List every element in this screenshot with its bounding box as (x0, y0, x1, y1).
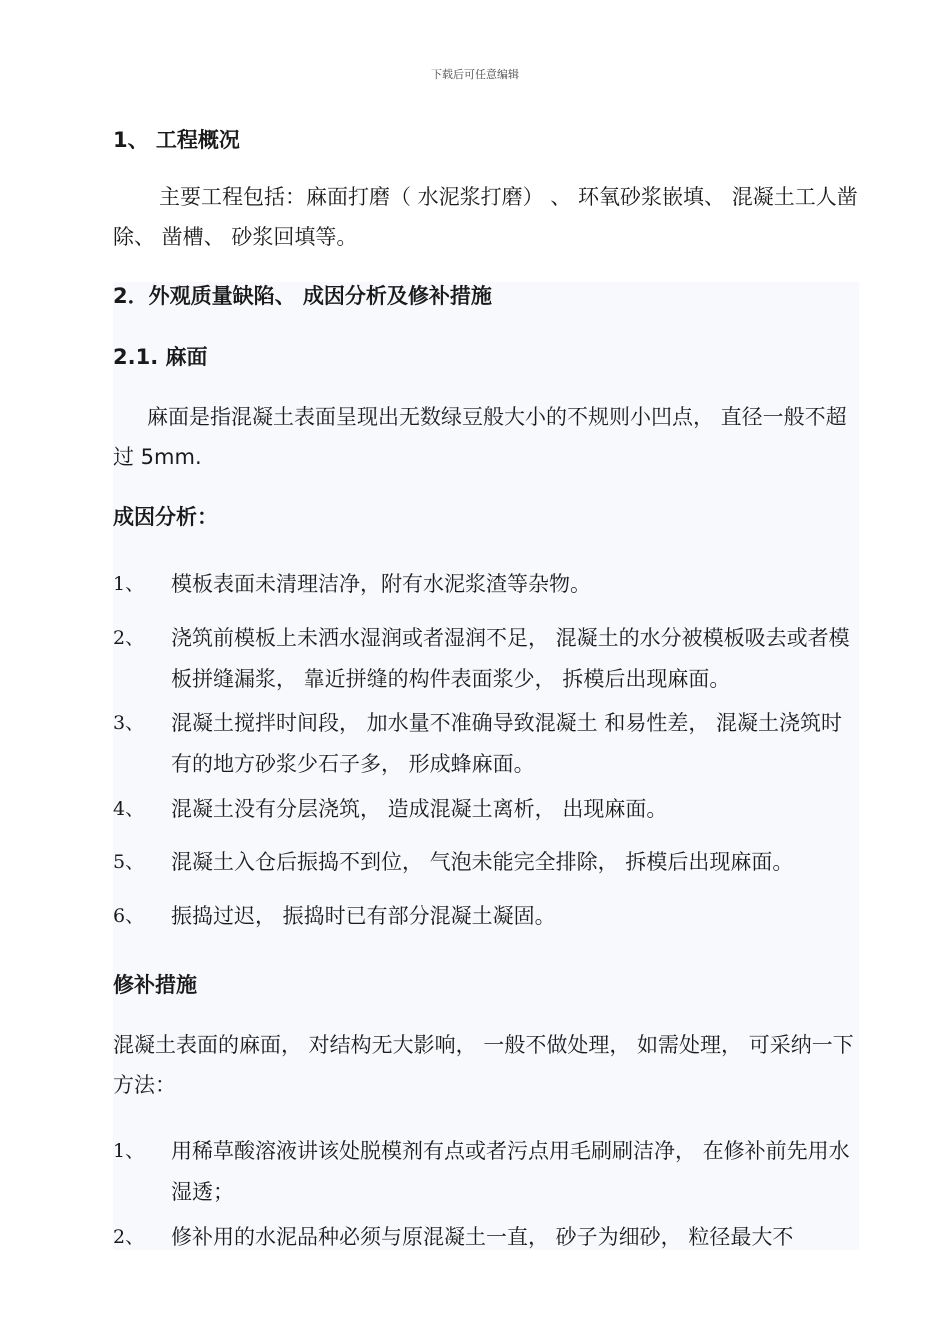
page-header: 下载后可任意编辑 (431, 68, 519, 81)
section-2-1-body: 麻面是指混凝土表面呈现出无数绿豆般大小的不规则小凹点， 直径一般不超过 5mm. (113, 405, 847, 469)
repair-text: 修补用的水泥品种必须与原混凝土一直， 砂子为细砂， 粒径最大不 (171, 1225, 794, 1249)
cause-number: 2、 (113, 627, 145, 649)
cause-number: 1、 (113, 573, 145, 595)
causes-title: 成因分析： (113, 505, 218, 529)
cause-text: 模板表面未清理洁净，附有水泥浆渣等杂物。 (171, 572, 591, 596)
repair-intro: 混凝土表面的麻面， 对结构无大影响， 一般不做处理， 如需处理， 可采纳一下方法： (113, 1033, 854, 1097)
repair-title: 修补措施 (113, 973, 197, 997)
cause-text: 混凝土没有分层浇筑， 造成混凝土离析， 出现麻面。 (171, 797, 668, 821)
section-2-1-title: 2.1. 麻面 (113, 345, 208, 369)
repair-item (113, 1131, 859, 1213)
cause-item (113, 789, 859, 830)
cause-item (113, 842, 859, 883)
cause-number: 6、 (113, 905, 145, 927)
section-1-body: 主要工程包括：麻面打磨（ 水泥浆打磨） 、 环氧砂浆嵌填、 混凝土工人凿除、 凿槽、 砂浆回填等。 (113, 185, 858, 249)
section-2-title: 2．外观质量缺陷、 成因分析及修补措施 (113, 284, 492, 308)
cause-text: 振捣过迟， 振捣时已有部分混凝土凝固。 (171, 904, 556, 928)
cause-item (113, 618, 859, 700)
cause-number: 4、 (113, 798, 145, 820)
cause-item (113, 703, 859, 785)
repair-number: 1、 (113, 1140, 145, 1162)
cause-text: 浇筑前模板上未洒水湿润或者湿润不足， 混凝土的水分被模板吸去或者模板拼缝漏浆， 靠近拼缝的构件表面浆少， 拆模后出现麻面。 (171, 626, 850, 691)
repair-number: 2、 (113, 1226, 145, 1248)
repair-item (113, 1217, 859, 1250)
section-1-title: 1、 工程概况 (113, 128, 240, 152)
repair-text: 用稀草酸溶液讲该处脱模剂有点或者污点用毛刷刷洁净， 在修补前先用水湿透； (171, 1139, 850, 1204)
cause-item (113, 896, 859, 937)
cause-item (113, 564, 859, 605)
cause-text: 混凝土搅拌时间段， 加水量不准确导致混凝土 和易性差， 混凝土浇筑时有的地方砂浆少石子多， 形成蜂麻面。 (171, 711, 843, 776)
cause-number: 3、 (113, 712, 145, 734)
cause-text: 混凝土入仓后振捣不到位， 气泡未能完全排除， 拆模后出现麻面。 (171, 850, 794, 874)
cause-number: 5、 (113, 851, 145, 873)
